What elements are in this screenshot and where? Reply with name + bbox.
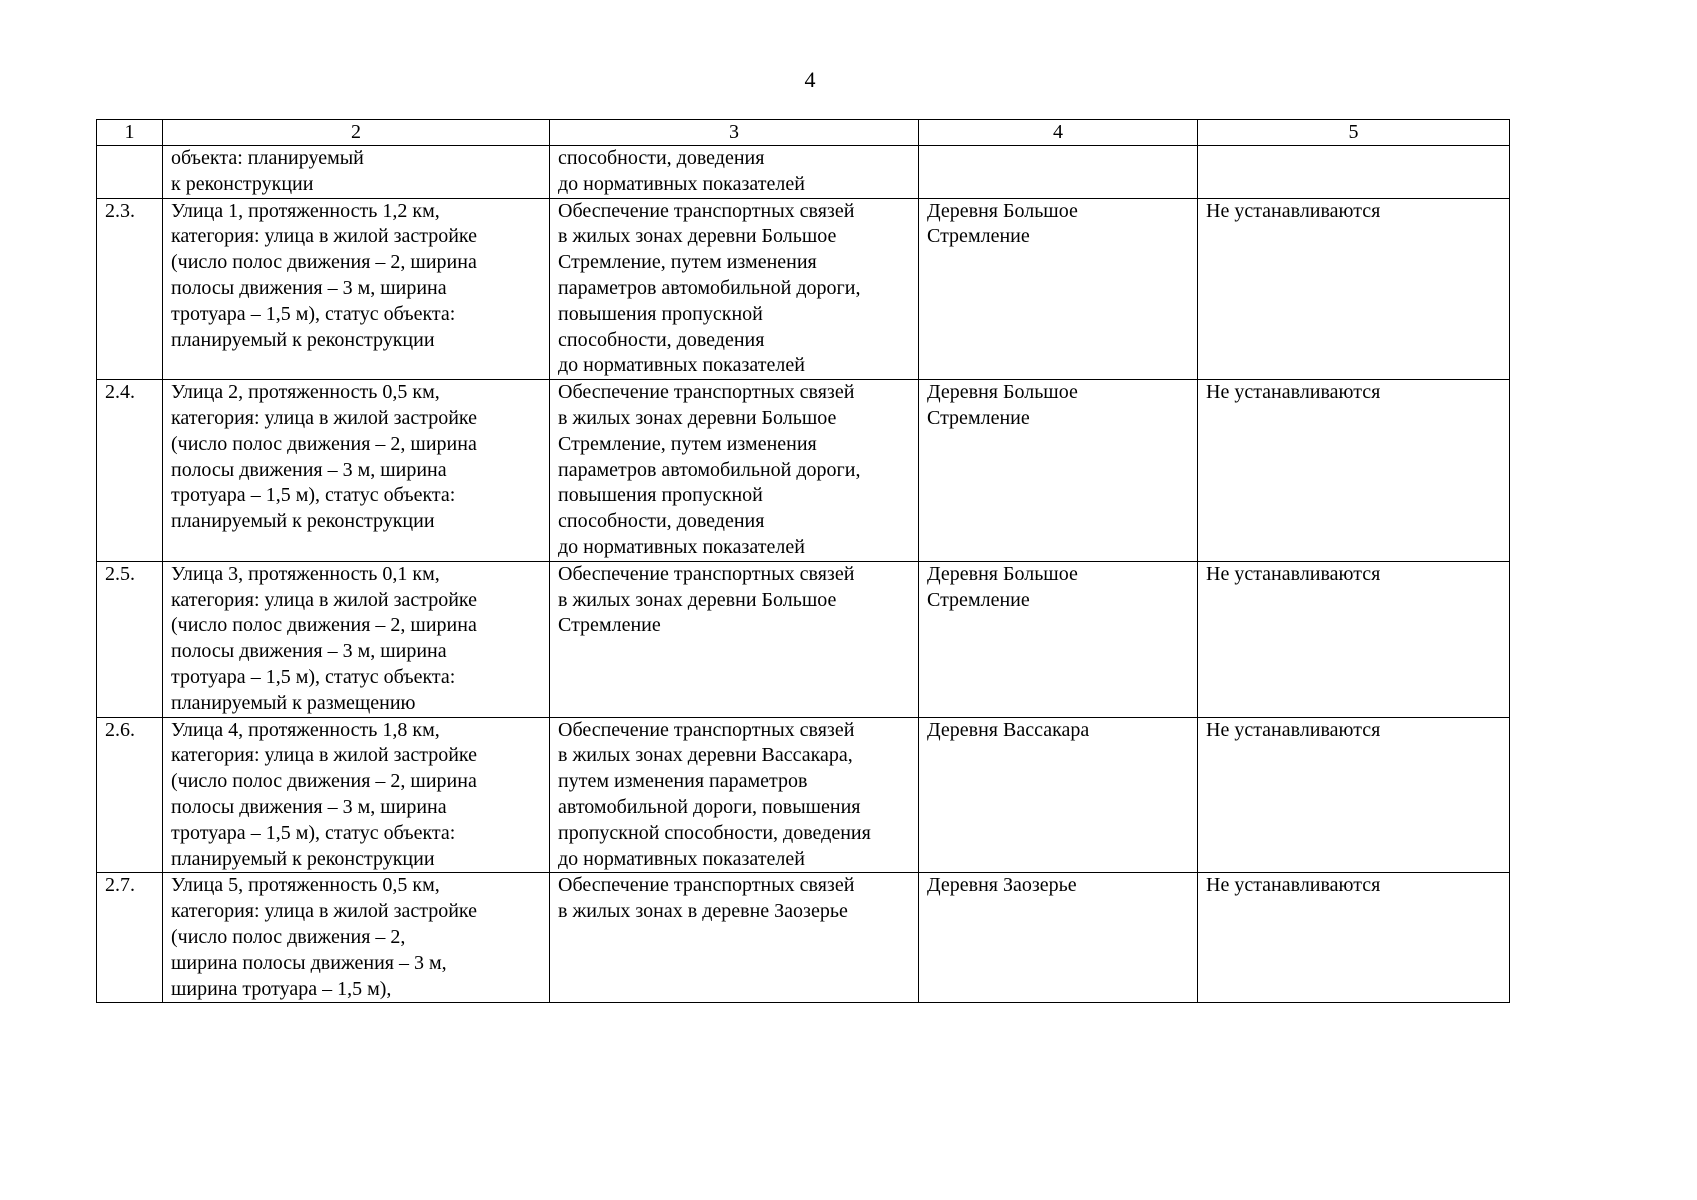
cell-text-line: Деревня Вассакара bbox=[927, 718, 1090, 741]
cell-location bbox=[919, 198, 1198, 380]
table-body bbox=[97, 120, 1510, 1003]
cell-location bbox=[919, 873, 1198, 1003]
cell-text-line: Деревня Заозерье bbox=[927, 874, 1077, 897]
cell-text-line: тротуара – 1,5 м), статус объекта: bbox=[171, 302, 456, 325]
cell-text-line: Деревня Большое bbox=[927, 199, 1078, 222]
cell-text-line: ширина тротуара – 1,5 м), bbox=[171, 977, 392, 1000]
cell-number: 2.3. bbox=[97, 198, 163, 380]
cell-text-line: (число полос движения – 2, ширина bbox=[171, 251, 477, 274]
cell-number: 2.7. bbox=[97, 873, 163, 1003]
cell-text-line: полосы движения – 3 м, ширина bbox=[171, 640, 447, 663]
cell-location bbox=[919, 146, 1198, 199]
cell-text-line: в жилых зонах деревни Большое bbox=[558, 406, 837, 429]
cell-text-line: объекта: планируемый bbox=[171, 147, 364, 169]
cell-purpose bbox=[550, 198, 919, 380]
cell-purpose bbox=[550, 561, 919, 717]
cell-object bbox=[163, 873, 550, 1003]
cell-text-line: способности, доведения bbox=[558, 147, 765, 169]
cell-purpose bbox=[550, 717, 919, 873]
cell-text-line: полосы движения – 3 м, ширина bbox=[171, 795, 447, 818]
cell-object bbox=[163, 717, 550, 873]
cell-text-line: Стремление bbox=[558, 614, 661, 637]
cell-text-line: Обеспечение транспортных связей bbox=[558, 718, 855, 741]
cell-text-line: Обеспечение транспортных связей bbox=[558, 199, 855, 222]
cell-text-line: планируемый к размещению bbox=[171, 691, 416, 714]
cell-text-line: Стремление, путем изменения bbox=[558, 251, 817, 274]
cell-zone bbox=[1198, 198, 1510, 380]
cell-text-line: Деревня Большое bbox=[927, 381, 1078, 404]
objects-table bbox=[96, 119, 1510, 1003]
cell-location bbox=[919, 717, 1198, 873]
cell-text-line: Не устанавливаются bbox=[1206, 562, 1381, 585]
cell-zone bbox=[1198, 561, 1510, 717]
cell-text-line: Не устанавливаются bbox=[1206, 381, 1381, 404]
cell-text-line: Обеспечение транспортных связей bbox=[558, 874, 855, 897]
cell-text-line: Улица 2, протяженность 0,5 км, bbox=[171, 381, 440, 404]
cell-text-line: полосы движения – 3 м, ширина bbox=[171, 276, 447, 299]
cell-text-line: в жилых зонах деревни Вассакара, bbox=[558, 744, 853, 767]
cell-text-line: планируемый к реконструкции bbox=[171, 510, 435, 533]
cell-text-line: способности, доведения bbox=[558, 510, 765, 533]
cell-text-line: Обеспечение транспортных связей bbox=[558, 381, 855, 404]
table-row bbox=[97, 873, 1510, 1003]
cell-text-line: в жилых зонах в деревне Заозерье bbox=[558, 900, 848, 923]
cell-object bbox=[163, 561, 550, 717]
table-header-row bbox=[97, 120, 1510, 146]
cell-text-line: категория: улица в жилой застройке bbox=[171, 588, 478, 611]
cell-text-line: способности, доведения bbox=[558, 328, 765, 351]
cell-text-line: (число полос движения – 2, ширина bbox=[171, 770, 477, 793]
header-cell-4: 4 bbox=[919, 120, 1198, 146]
header-cell-2: 2 bbox=[163, 120, 550, 146]
cell-number: 2.5. bbox=[97, 561, 163, 717]
cell-purpose bbox=[550, 146, 919, 199]
cell-text-line: Стремление, путем изменения bbox=[558, 432, 817, 455]
cell-zone bbox=[1198, 380, 1510, 562]
cell-zone bbox=[1198, 873, 1510, 1003]
cell-text-line: в жилых зонах деревни Большое bbox=[558, 588, 837, 611]
cell-text-line: до нормативных показателей bbox=[558, 354, 805, 377]
cell-text-line: параметров автомобильной дороги, bbox=[558, 458, 861, 481]
cell-text-line: к реконструкции bbox=[171, 172, 314, 195]
cell-purpose bbox=[550, 380, 919, 562]
header-cell-3: 3 bbox=[550, 120, 919, 146]
cell-text-line: тротуара – 1,5 м), статус объекта: bbox=[171, 665, 456, 688]
cell-text-line: Улица 1, протяженность 1,2 км, bbox=[171, 199, 440, 222]
cell-object bbox=[163, 146, 550, 199]
cell-text-line: (число полос движения – 2, ширина bbox=[171, 432, 477, 455]
cell-text-line: категория: улица в жилой застройке bbox=[171, 900, 478, 923]
cell-text-line: Стремление bbox=[927, 406, 1030, 429]
table-row bbox=[97, 146, 1510, 199]
cell-text-line: категория: улица в жилой застройке bbox=[171, 225, 478, 248]
cell-text-line: категория: улица в жилой застройке bbox=[171, 744, 478, 767]
cell-text-line: Не устанавливаются bbox=[1206, 199, 1381, 222]
cell-number: 2.6. bbox=[97, 717, 163, 873]
cell-number: 2.4. bbox=[97, 380, 163, 562]
cell-purpose bbox=[550, 873, 919, 1003]
cell-text-line: категория: улица в жилой застройке bbox=[171, 406, 478, 429]
table-row bbox=[97, 561, 1510, 717]
cell-text-line: тротуара – 1,5 м), статус объекта: bbox=[171, 821, 456, 844]
cell-text-line: повышения пропускной bbox=[558, 302, 763, 325]
cell-text-line: полосы движения – 3 м, ширина bbox=[171, 458, 447, 481]
cell-object bbox=[163, 198, 550, 380]
cell-zone bbox=[1198, 717, 1510, 873]
header-cell-1: 1 bbox=[97, 120, 163, 146]
cell-text-line: Стремление bbox=[927, 588, 1030, 611]
cell-text-line: повышения пропускной bbox=[558, 484, 763, 507]
cell-text-line: (число полос движения – 2, ширина bbox=[171, 614, 477, 637]
cell-text-line: ширина полосы движения – 3 м, bbox=[171, 951, 447, 974]
cell-text-line: Улица 3, протяженность 0,1 км, bbox=[171, 562, 440, 585]
cell-text-line: планируемый к реконструкции bbox=[171, 847, 435, 870]
cell-text-line: Не устанавливаются bbox=[1206, 718, 1381, 741]
header-cell-5: 5 bbox=[1198, 120, 1510, 146]
cell-location bbox=[919, 380, 1198, 562]
cell-text-line: до нормативных показателей bbox=[558, 172, 805, 195]
cell-text-line: Стремление bbox=[927, 225, 1030, 248]
page-number: 4 bbox=[804, 67, 816, 92]
cell-text-line: автомобильной дороги, повышения bbox=[558, 795, 861, 818]
cell-text-line: Деревня Большое bbox=[927, 562, 1078, 585]
cell-text-line: Улица 5, протяженность 0,5 км, bbox=[171, 874, 440, 897]
table-row bbox=[97, 198, 1510, 380]
cell-text-line: тротуара – 1,5 м), статус объекта: bbox=[171, 484, 456, 507]
table-row bbox=[97, 380, 1510, 562]
cell-location bbox=[919, 561, 1198, 717]
cell-zone bbox=[1198, 146, 1510, 199]
cell-text-line: планируемый к реконструкции bbox=[171, 328, 435, 351]
cell-text-line: (число полос движения – 2, bbox=[171, 925, 406, 948]
cell-text-line: параметров автомобильной дороги, bbox=[558, 276, 861, 299]
cell-number bbox=[97, 146, 163, 199]
cell-text-line: Улица 4, протяженность 1,8 км, bbox=[171, 718, 440, 741]
cell-text-line: пропускной способности, доведения bbox=[558, 821, 871, 844]
cell-text-line: путем изменения параметров bbox=[558, 770, 808, 793]
cell-text-line: до нормативных показателей bbox=[558, 847, 805, 870]
cell-text-line: Не устанавливаются bbox=[1206, 874, 1381, 897]
cell-text-line: Обеспечение транспортных связей bbox=[558, 562, 855, 585]
cell-text-line: в жилых зонах деревни Большое bbox=[558, 225, 837, 248]
cell-text-line: до нормативных показателей bbox=[558, 535, 805, 558]
cell-object bbox=[163, 380, 550, 562]
table-row bbox=[97, 717, 1510, 873]
